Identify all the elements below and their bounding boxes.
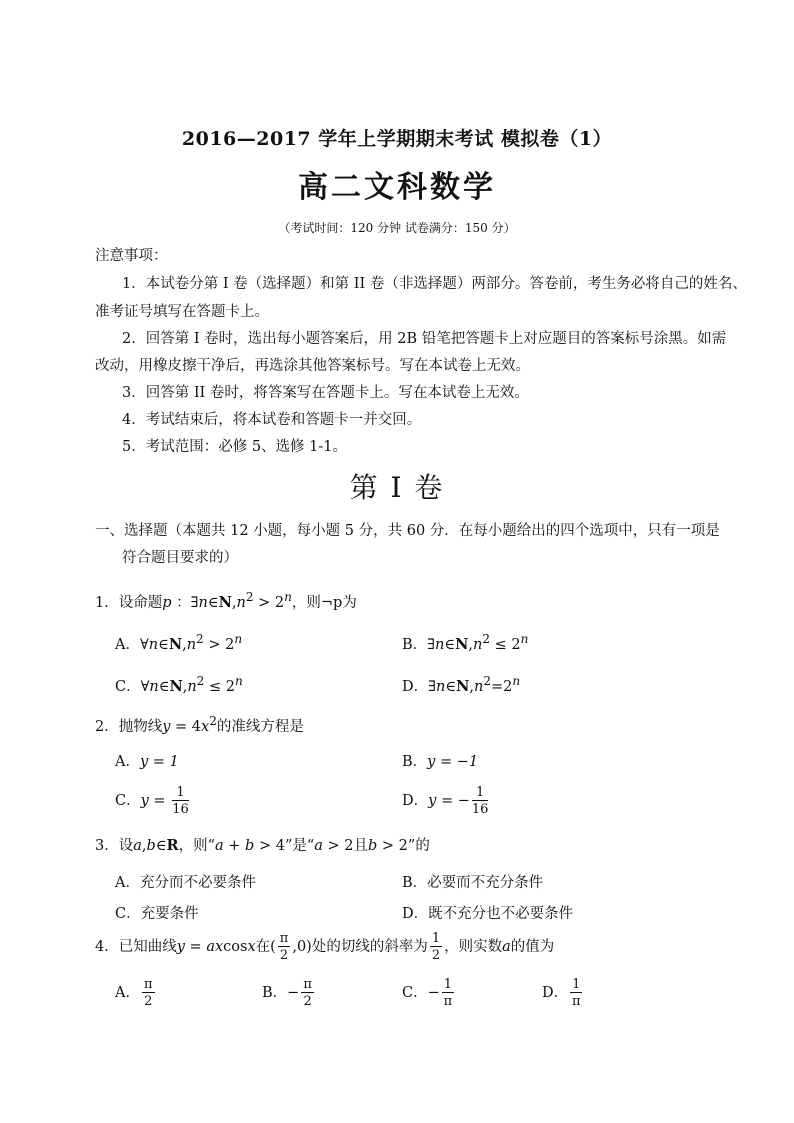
note-4: 4．考试结束后，将本试卷和答题卡一并交回。 [122, 412, 422, 428]
question-3-stem: 3．设a,b∈R，则“a + b > 4”是“a > 2且b > 2”的 [95, 837, 430, 854]
question-2-option-d: D．y = − $\frac{1}{16}$ [402, 785, 489, 817]
question-1-stem: 1．设命题p ：$\exists n\in N,n^2 > 2^n$，则¬p为 [95, 590, 357, 611]
question-3-option-d: D．既不充分也不必要条件 [402, 906, 574, 922]
question-2-option-a: A．y = 1 [115, 754, 179, 770]
question-4-option-d: D． $\frac{1}{\pi}$ [542, 977, 581, 1009]
note-3: 3．回答第 II 卷时，将答案写在答题卡上。写在本试卷上无效。 [122, 385, 529, 401]
question-4-option-c: C．− $\frac{1}{\pi}$ [402, 977, 453, 1009]
question-3-option-b: B．必要而不充分条件 [402, 875, 544, 891]
section-title: 第 I 卷 [349, 471, 445, 504]
question-1-option-d: D．$\exists n\in N,n^2=2^n$ [402, 674, 521, 695]
question-3-option-a: A．充分而不必要条件 [115, 875, 256, 891]
note-2-line-2: 改动，用橡皮擦干净后，再选涂其他答案标号。写在本试卷上无效。 [95, 358, 530, 374]
note-5: 5．考试范围：必修 5、选修 1-1。 [122, 439, 348, 455]
question-2-option-c: C．y = $\frac{1}{16}$ [115, 785, 189, 817]
question-3-option-c: C．充要条件 [115, 906, 199, 922]
question-4-stem: 4．已知曲线y = axcosx在( $\frac{\pi}{2}$ ,0)处的切线的斜率为 $\frac{1}{2}$ ，则实数a的值为 [95, 931, 555, 963]
subject-title: 高二文科数学 [298, 170, 496, 205]
question-4-option-a: A． $\frac{\pi}{2}$ [115, 977, 153, 1009]
notes-heading: 注意事项： [95, 248, 168, 264]
part-heading-line-1: 一、选择题（本题共 12 小题，每小题 5 分，共 60 分．在每小题给出的四个选项中，只有一项是 [95, 523, 720, 539]
exam-info: （考试时间：120 分钟 试卷满分：150 分） [278, 221, 516, 235]
question-4-option-b: B．− $\frac{\pi}{2}$ [262, 977, 312, 1009]
note-2-line-1: 2．回答第 I 卷时，选出每小题答案后，用 2B 铅笔把答题卡上对应题目的答案标号涂黑。如需 [122, 331, 727, 347]
part-heading-line-2: 符合题目要求的） [122, 550, 238, 566]
question-1-option-b: B．$\exists n\in N,n^2 \le 2^n$ [402, 632, 529, 653]
question-1-option-c: C．$\forall n\in N,n^2 \le 2^n$ [115, 674, 243, 695]
question-2-stem: 2．抛物线$y = 4x^2$的准线方程是 [95, 714, 304, 735]
exam-title: 2016—2017 学年上学期期末考试 模拟卷（1） [181, 128, 613, 150]
question-2-option-b: B．y = −1 [402, 754, 479, 770]
note-1-line-1: 1．本试卷分第 I 卷（选择题）和第 II 卷（非选择题）两部分。答卷前，考生务必将自己的姓名、 [122, 276, 747, 292]
note-1-line-2: 准考证号填写在答题卡上。 [95, 304, 269, 320]
question-1-option-a: A．$\forall n\in N,n^2 > 2^n$ [115, 632, 243, 653]
